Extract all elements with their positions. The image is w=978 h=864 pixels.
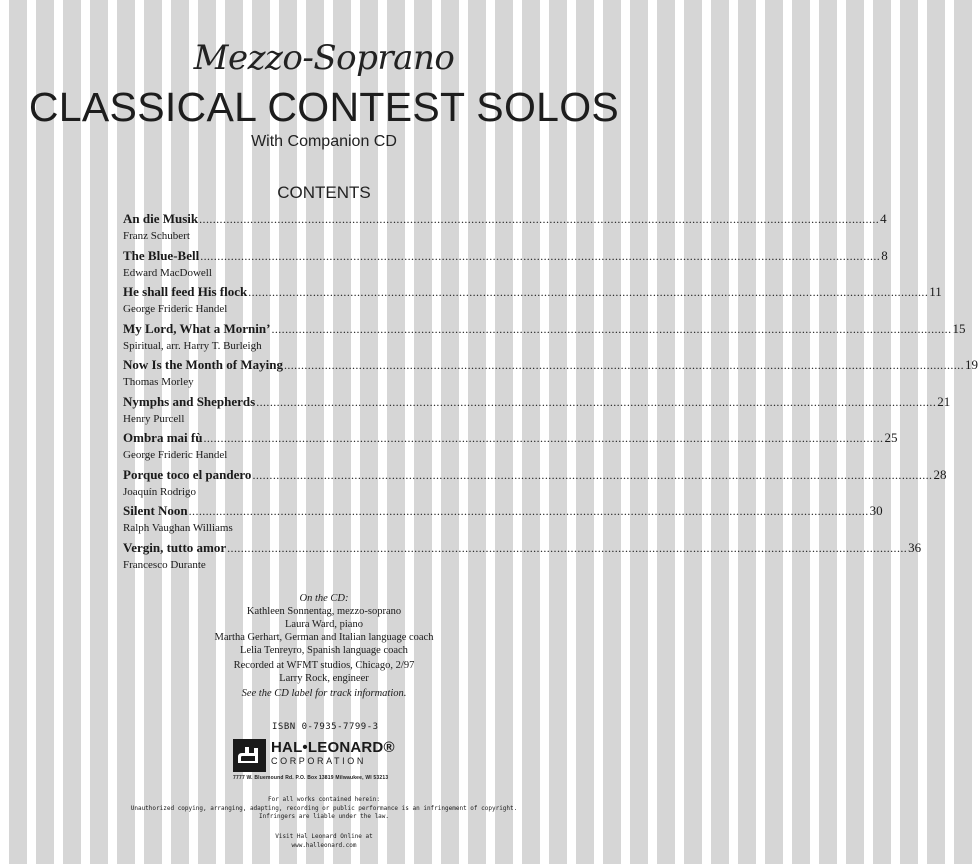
page-number: 15 (952, 320, 966, 336)
toc-entry[interactable] (123, 283, 942, 320)
song-title: Vergin, tutto amor (123, 539, 227, 555)
page-number: 28 (933, 466, 947, 482)
page-number: 19 (964, 357, 978, 372)
song-title: Nymphs and Shepherds (123, 393, 256, 409)
composer-name: Edward MacDowell (123, 266, 212, 279)
composer-name: Henry Purcell (123, 412, 185, 425)
publisher-corporation: CORPORATION (271, 756, 366, 766)
toc-entry[interactable] (123, 539, 922, 576)
performer-credit: Kathleen Sonnentag, mezzo-soprano (246, 606, 402, 617)
dot-leader: ........................................................................................................................................................................................................ (188, 504, 869, 518)
copyright-line: For all works contained herein: (268, 796, 380, 803)
copyright-line: Unauthorized copying, arranging, adapting, recording or public performance is an infringement of copyright. (130, 804, 518, 812)
isbn-number: ISBN 0-7935-7799-3 (272, 722, 379, 732)
page-number: 30 (869, 503, 883, 518)
website-info (0, 833, 648, 850)
toc-entry[interactable] (123, 320, 966, 357)
performer-credit: Laura Ward, piano (285, 619, 363, 630)
copyright-notice (0, 796, 648, 822)
copyright-line: Infringers are liable under the law. (258, 813, 390, 820)
dot-leader: ........................................................................................................................................................................................................ (271, 321, 952, 336)
dot-leader: ........................................................................................................................................................................................................ (248, 285, 929, 299)
table-of-contents (123, 210, 978, 575)
song-title: Ombra mai fù (123, 430, 203, 445)
page-number: 25 (884, 430, 898, 445)
composer-name: Spiritual, arr. Harry T. Burleigh (123, 339, 262, 352)
companion-cd-subtitle: With Companion CD (251, 133, 397, 150)
toc-entry[interactable] (123, 356, 978, 393)
toc-entry[interactable] (123, 393, 951, 430)
composer-name: Ralph Vaughan Williams (123, 522, 233, 534)
contents-heading: CONTENTS (277, 183, 371, 202)
book-title: CLASSICAL CONTEST SOLOS (28, 84, 620, 130)
performer-credit: Martha Gerhart, German and Italian language coach (214, 632, 434, 643)
page-number: 8 (881, 247, 888, 263)
song-title: Porque toco el pandero (123, 466, 252, 482)
website-label: Visit Hal Leonard Online at (275, 833, 373, 840)
song-title: Silent Noon (123, 503, 188, 518)
toc-entry[interactable] (123, 502, 883, 539)
hal-leonard-logo (233, 739, 453, 785)
composer-name: Joaquín Rodrigo (123, 485, 197, 498)
dot-leader: ........................................................................................................................................................................................................ (227, 540, 908, 555)
dot-leader: ........................................................................................................................................................................................................ (252, 467, 933, 482)
cd-credits-heading: On the CD: (299, 593, 349, 604)
dot-leader: ........................................................................................................................................................................................................ (283, 358, 964, 372)
website-url[interactable]: www.halleonard.com (291, 841, 357, 849)
composer-name: George Frideric Handel (123, 303, 228, 315)
voice-type-heading: Mezzo-Soprano (193, 38, 455, 78)
dot-leader: ........................................................................................................................................................................................................ (203, 431, 884, 445)
song-title: He shall feed His flock (123, 284, 248, 299)
publisher-address: 7777 W. Bluemound Rd. P.O. Box 13819 Milwaukee, WI 53213 (233, 775, 389, 781)
song-title: My Lord, What a Mornin’ (123, 320, 271, 336)
page-number: 4 (880, 211, 887, 226)
dot-leader: ........................................................................................................................................................................................................ (199, 212, 880, 226)
dot-leader: ........................................................................................................................................................................................................ (200, 248, 881, 263)
song-title: Now Is the Month of Maying (123, 357, 283, 372)
engineer-credit: Larry Rock, engineer (279, 673, 369, 684)
recording-info: Recorded at WFMT studios, Chicago, 2/97 (233, 660, 415, 671)
song-title: An die Musik (123, 211, 199, 226)
toc-entry[interactable] (123, 466, 947, 503)
page-number: 36 (908, 539, 922, 555)
composer-name: George Frideric Handel (123, 449, 228, 461)
composer-name: Franz Schubert (123, 230, 190, 242)
publisher-name: HAL•LEONARD® (271, 739, 395, 756)
composer-name: Francesco Durante (123, 558, 206, 571)
page-number: 11 (929, 284, 942, 299)
track-info-note: See the CD label for track information. (241, 688, 407, 699)
page-number: 21 (937, 393, 951, 409)
toc-entry[interactable] (123, 210, 887, 247)
toc-entry[interactable] (123, 247, 888, 284)
toc-entry[interactable] (123, 429, 898, 466)
performer-credit: Lelia Tenreyro, Spanish language coach (240, 645, 408, 656)
dot-leader: ........................................................................................................................................................................................................ (256, 394, 937, 409)
cd-credits (0, 592, 648, 700)
publisher-logo-icon (233, 739, 266, 772)
composer-name: Thomas Morley (123, 376, 194, 388)
song-title: The Blue-Bell (123, 247, 200, 263)
